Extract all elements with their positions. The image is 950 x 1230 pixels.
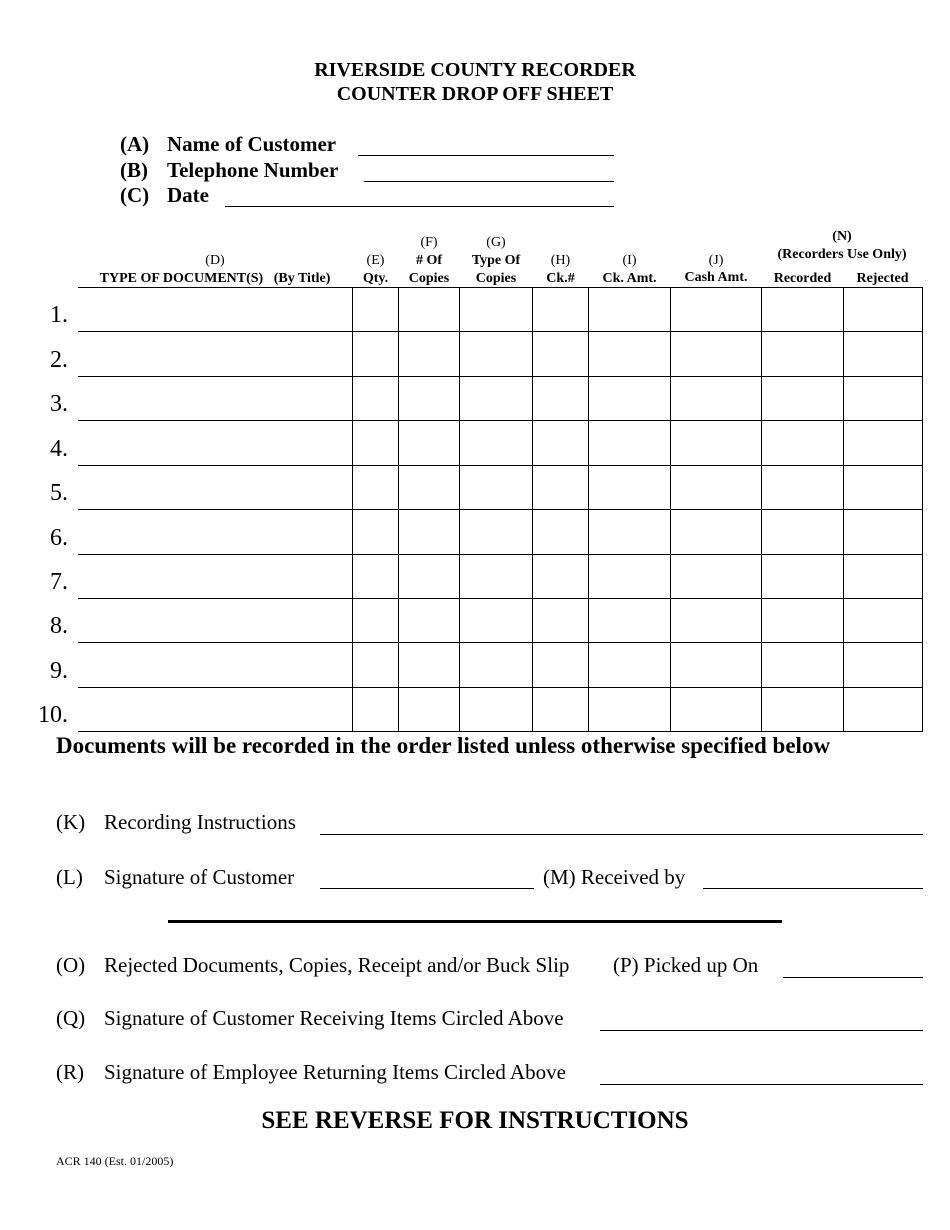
table-row[interactable] bbox=[78, 554, 923, 555]
table-row[interactable] bbox=[78, 465, 923, 466]
order-note: Documents will be recorded in the order listed unless otherwise specified below bbox=[56, 733, 831, 758]
col-j-label: Cash Amt. bbox=[684, 270, 748, 285]
table-row[interactable] bbox=[78, 687, 923, 688]
col-n-recorded: Recorded bbox=[773, 271, 832, 286]
field-o-code: (O) bbox=[56, 953, 86, 977]
row-number: 4. bbox=[50, 436, 68, 462]
customer-name-label: Name of Customer bbox=[167, 132, 337, 156]
col-e-code: (E) bbox=[366, 253, 385, 268]
recording-instructions-field[interactable] bbox=[320, 834, 923, 835]
field-q-code: (Q) bbox=[56, 1006, 86, 1030]
row-number: 2. bbox=[50, 347, 68, 373]
table-row[interactable] bbox=[78, 731, 923, 732]
field-c-code: (C) bbox=[120, 183, 150, 207]
col-g-label1: Type Of bbox=[471, 253, 521, 268]
row-number: 7. bbox=[50, 569, 68, 595]
col-j-code: (J) bbox=[708, 253, 724, 268]
telephone-field[interactable] bbox=[364, 181, 614, 182]
col-d-label: TYPE OF DOCUMENT(S) (By Title) bbox=[99, 271, 331, 286]
customer-signature-label: Signature of Customer bbox=[104, 865, 295, 889]
telephone-label: Telephone Number bbox=[167, 158, 339, 182]
rejected-documents-label: Rejected Documents, Copies, Receipt and/or Buck Slip bbox=[104, 953, 570, 977]
col-n-label: (Recorders Use Only) bbox=[777, 247, 907, 262]
table-row[interactable] bbox=[78, 598, 923, 599]
table-row[interactable] bbox=[78, 376, 923, 377]
customer-receiving-signature-label: Signature of Customer Receiving Items Circled Above bbox=[104, 1006, 564, 1030]
row-number: 6. bbox=[50, 525, 68, 551]
row-number: 10. bbox=[38, 702, 68, 728]
row-number: 3. bbox=[50, 391, 68, 417]
section-divider bbox=[168, 920, 782, 923]
col-g-code: (G) bbox=[486, 235, 506, 250]
col-i-label: Ck. Amt. bbox=[602, 271, 657, 286]
table-row[interactable] bbox=[78, 509, 923, 510]
col-h-code: (H) bbox=[550, 253, 571, 268]
col-f-label1: # Of bbox=[415, 253, 443, 268]
form-title-line1: RIVERSIDE COUNTY RECORDER bbox=[314, 59, 636, 81]
field-b-code: (B) bbox=[120, 158, 148, 182]
form-title-line2: COUNTER DROP OFF SHEET bbox=[336, 83, 614, 105]
customer-name-field[interactable] bbox=[358, 155, 614, 156]
col-e-label: Qty. bbox=[362, 271, 389, 286]
field-l-code: (L) bbox=[56, 865, 83, 889]
col-n-rejected: Rejected bbox=[856, 271, 909, 286]
row-number: 9. bbox=[50, 658, 68, 684]
received-by-field[interactable] bbox=[703, 888, 923, 889]
date-label: Date bbox=[167, 183, 209, 207]
received-by-label: (M) Received by bbox=[543, 865, 686, 889]
employee-returning-signature-field[interactable] bbox=[600, 1084, 923, 1085]
col-f-label2: Copies bbox=[408, 271, 450, 286]
col-i-code: (I) bbox=[622, 253, 637, 268]
table-top-border bbox=[78, 287, 923, 288]
field-k-code: (K) bbox=[56, 810, 86, 834]
col-h-label: Ck.# bbox=[546, 271, 575, 286]
table-row[interactable] bbox=[78, 420, 923, 421]
col-d-code: (D) bbox=[205, 253, 225, 268]
col-f-code: (F) bbox=[420, 235, 438, 250]
customer-receiving-signature-field[interactable] bbox=[600, 1030, 923, 1031]
row-number: 8. bbox=[50, 613, 68, 639]
col-n-code: (N) bbox=[832, 229, 852, 244]
recording-instructions-label: Recording Instructions bbox=[104, 810, 296, 834]
picked-up-on-label: (P) Picked up On bbox=[613, 953, 759, 977]
picked-up-on-field[interactable] bbox=[783, 977, 923, 978]
date-field[interactable] bbox=[225, 206, 614, 207]
customer-signature-field[interactable] bbox=[320, 888, 534, 889]
field-a-code: (A) bbox=[120, 132, 150, 156]
col-g-label2: Copies bbox=[475, 271, 517, 286]
field-r-code: (R) bbox=[56, 1060, 84, 1084]
form-number: ACR 140 (Est. 01/2005) bbox=[56, 1154, 174, 1168]
table-row[interactable] bbox=[78, 331, 923, 332]
see-reverse-note: SEE REVERSE FOR INSTRUCTIONS bbox=[261, 1107, 689, 1134]
table-row[interactable] bbox=[78, 642, 923, 643]
employee-returning-signature-label: Signature of Employee Returning Items Circled Above bbox=[104, 1060, 566, 1084]
row-number: 5. bbox=[50, 480, 68, 506]
row-number: 1. bbox=[50, 302, 68, 328]
